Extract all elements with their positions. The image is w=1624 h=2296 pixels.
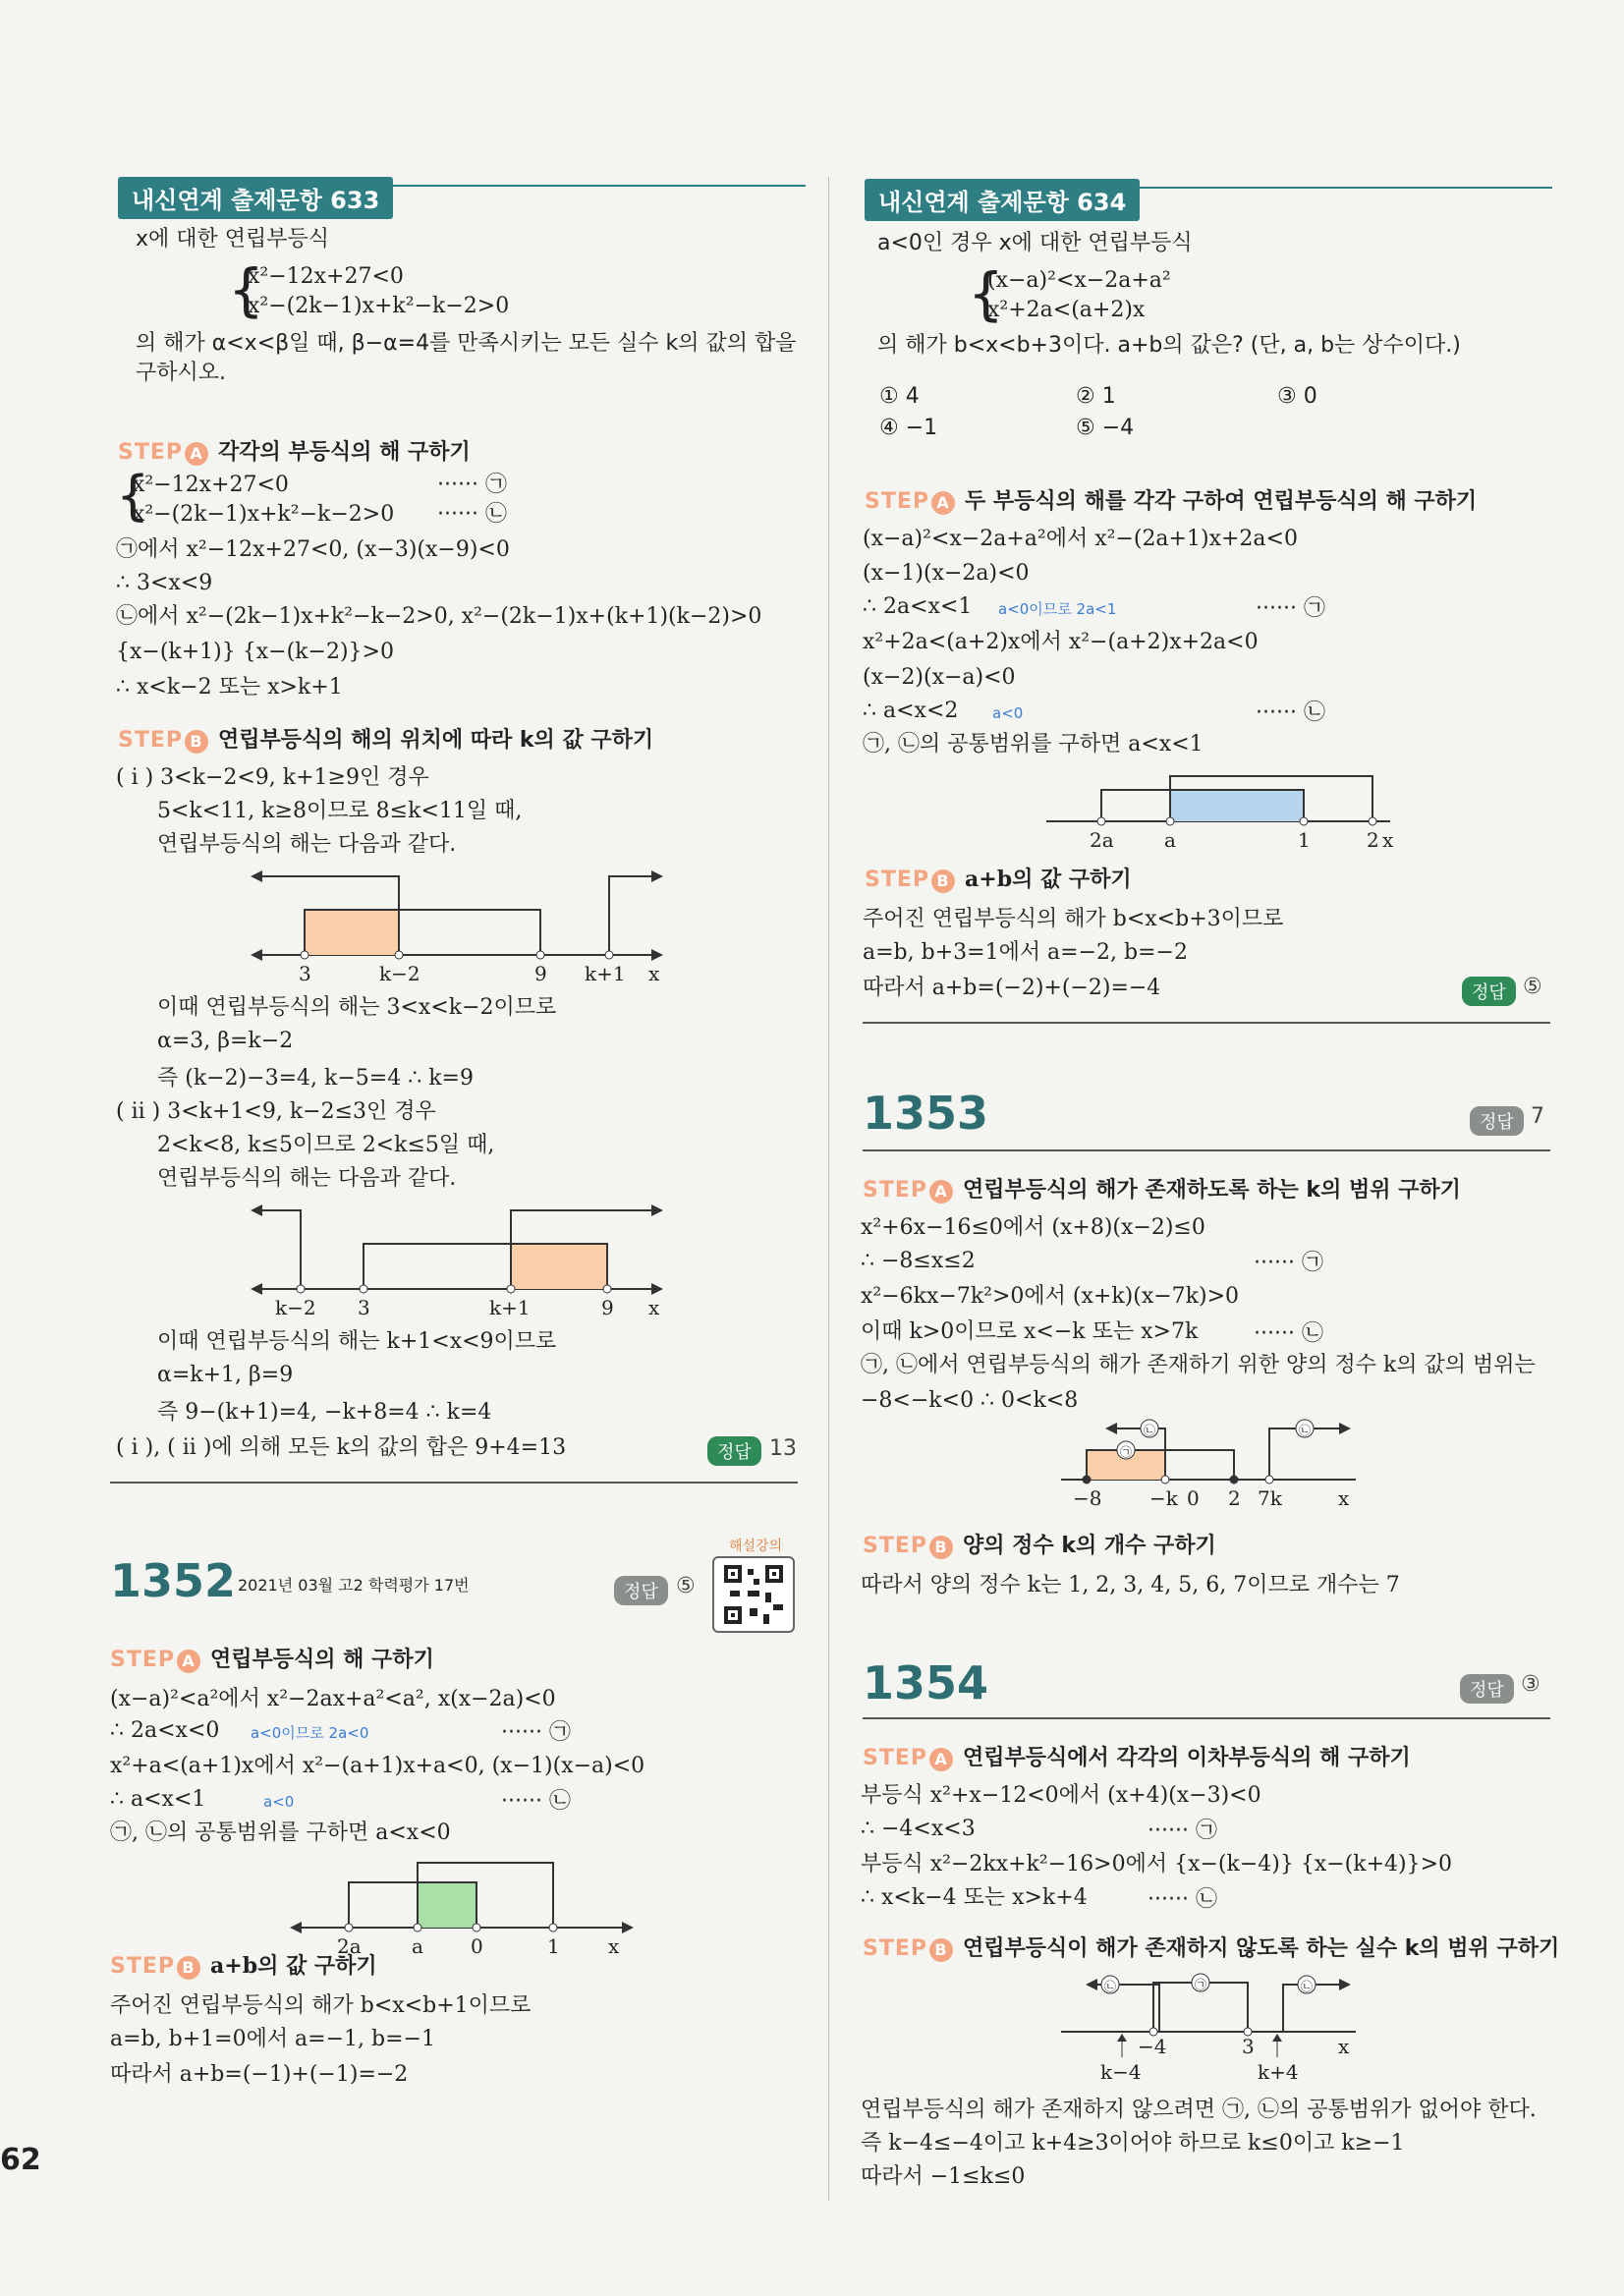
tick-label: x <box>1338 2035 1350 2058</box>
solution-line: ∴ a<x<2 <box>863 699 959 723</box>
solution-line: ∴ x<k−4 또는 x>k+4 <box>861 1885 1088 1910</box>
step-title: 각각의 부등식의 해 구하기 <box>218 440 471 465</box>
solution-line: 따라서 a+b=(−2)+(−2)=−4 <box>863 976 1161 1000</box>
solution-line: 따라서 −1≤k≤0 <box>861 2164 1026 2189</box>
tick-label: k−4 <box>1100 2060 1142 2084</box>
tick-label: k−2 <box>275 1296 316 1319</box>
number-line-diagram <box>1061 1415 1375 1513</box>
step-title: a+b의 값 구하기 <box>965 867 1132 892</box>
step-letter: A <box>929 1748 953 1771</box>
step-letter: B <box>929 1938 953 1962</box>
svg-text:㉠: ㉠ <box>1120 1445 1133 1459</box>
answer-value: 7 <box>1531 1104 1544 1129</box>
solution-line: (x−1)(x−2a)<0 <box>863 561 1030 586</box>
solution-line: x²−(2k−1)x+k²−k−2>0 <box>133 502 395 527</box>
solution-line: ∴ a<x<1 <box>110 1787 206 1812</box>
solution-line: x²+a<(a+1)x에서 x²−(a+1)x+a<0, (x−1)(x−a)<0 <box>110 1754 645 1778</box>
step-letter: A <box>929 1180 953 1204</box>
solution-line: x²+6x−16≤0에서 (x+8)(x−2)≤0 <box>861 1215 1205 1240</box>
system-line-2: x²−(2k−1)x+k²−k−2>0 <box>248 294 510 318</box>
step-b-heading <box>110 1949 377 1980</box>
tick-label: 1 <box>547 1934 560 1958</box>
tick-label: a <box>1164 828 1176 852</box>
system-line-2: x²+2a<(a+2)x <box>987 298 1146 322</box>
section-separator <box>863 1149 1550 1151</box>
section-separator <box>110 1482 798 1484</box>
tag-underline <box>865 187 1552 189</box>
case-line: 2<k<8, k≤5이므로 2<k≤5일 때, <box>157 1133 495 1157</box>
section-separator <box>863 1022 1550 1024</box>
step-letter: B <box>929 1536 953 1559</box>
step-a-heading <box>118 435 471 466</box>
step-label: STEP <box>118 440 184 465</box>
step-title: 두 부등식의 해를 각각 구하여 연립부등식의 해 구하기 <box>965 489 1478 514</box>
solution-line: ∴ −4<x<3 <box>861 1817 976 1841</box>
tick-label: 9 <box>534 962 547 985</box>
solution-line: (x−a)²<x−2a+a²에서 x²−(2a+1)x+2a<0 <box>863 527 1298 551</box>
step-label: STEP <box>865 489 930 514</box>
step-title: 연립부등식에서 각각의 이차부등식의 해 구하기 <box>963 1746 1411 1770</box>
solution-line: x²−6kx−7k²>0에서 (x+k)(x−7k)>0 <box>861 1284 1240 1309</box>
step-label: STEP <box>118 728 184 753</box>
svg-text:㉡: ㉡ <box>1144 1424 1156 1437</box>
problem-intro: a<0인 경우 x에 대한 연립부등식 <box>877 231 1193 255</box>
step-b-heading <box>863 1529 1216 1559</box>
solution-line: x²−12x+27<0 <box>133 473 289 497</box>
tick-label: 7k <box>1258 1486 1282 1510</box>
marker: ······ ㉠ <box>501 1720 571 1745</box>
case-line: 연립부등식의 해는 다음과 같다. <box>157 1166 457 1191</box>
solution-line: ∴ 2a<x<1 <box>863 594 973 619</box>
tick-label: 3 <box>299 962 311 985</box>
answer-value: ⑤ <box>676 1574 696 1598</box>
solution-line: a=b, b+3=1에서 a=−2, b=−2 <box>863 940 1188 965</box>
brace: { <box>228 256 264 323</box>
marker: ······ ㉠ <box>1148 1819 1217 1843</box>
step-letter: A <box>185 442 208 466</box>
svg-text:㉠: ㉠ <box>1195 1978 1207 1991</box>
tick-label: 3 <box>1242 2035 1255 2058</box>
number-line-diagram <box>246 865 678 987</box>
answer-value: ③ <box>1521 1672 1540 1697</box>
problem-condition: 의 해가 α<x<β일 때, β−α=4를 만족시키는 모든 실수 k의 값의 합을 <box>136 331 797 356</box>
system-line-1: x²−12x+27<0 <box>248 264 404 289</box>
case-line: 연립부등식의 해는 다음과 같다. <box>157 832 457 857</box>
tick-label: a <box>412 1934 423 1958</box>
solution-line: ㉠, ㉡의 공통범위를 구하면 a<x<0 <box>110 1820 451 1845</box>
side-note: a<0이므로 2a<0 <box>251 1724 369 1742</box>
step-title: 연립부등식의 해의 위치에 따라 k의 값 구하기 <box>218 728 654 753</box>
step-a-heading <box>863 1741 1411 1771</box>
marker: ······ ㉠ <box>1254 1251 1323 1275</box>
qr-label: 해설강의 <box>729 1539 783 1554</box>
step-b-heading <box>865 863 1132 893</box>
brace: { <box>968 260 1004 327</box>
solution-line: ∴ 3<x<9 <box>116 571 213 595</box>
number-line-diagram <box>1046 766 1400 865</box>
tick-label: 2a <box>337 1934 362 1958</box>
step-title: 양의 정수 k의 개수 구하기 <box>963 1534 1216 1558</box>
choice: ② 1 <box>1076 384 1116 409</box>
solution-line: ∴ x<k−2 또는 x>k+1 <box>116 675 343 700</box>
step-label: STEP <box>865 868 930 892</box>
step-letter: B <box>931 869 955 893</box>
solution-line: (x−a)²<a²에서 x²−2ax+a²<a², x(x−2a)<0 <box>110 1687 556 1711</box>
svg-text:㉡: ㉡ <box>1299 1424 1312 1437</box>
marker: ······ ㉡ <box>1254 1321 1323 1346</box>
marker: ······ ㉠ <box>437 473 507 497</box>
tick-label: x <box>1382 828 1394 852</box>
solution-line: ㉠, ㉡의 공통범위를 구하면 a<x<1 <box>863 732 1204 756</box>
solution-line: 따라서 양의 정수 k는 1, 2, 3, 4, 5, 6, 7이므로 개수는 7 <box>861 1573 1400 1597</box>
solution-line: ㉠에서 x²−12x+27<0, (x−3)(x−9)<0 <box>116 537 510 562</box>
case-line: ( ii ) 3<k+1<9, k−2≤3인 경우 <box>116 1099 436 1124</box>
number-line-diagram <box>246 1199 678 1321</box>
step-label: STEP <box>110 1648 176 1672</box>
marker: ······ ㉡ <box>1256 700 1325 725</box>
system-line-1: (x−a)²<x−2a+a² <box>987 268 1171 293</box>
step-title: 연립부등식의 해 구하기 <box>210 1648 434 1672</box>
tick-label: k+1 <box>489 1296 531 1319</box>
problem-intro: x에 대한 연립부등식 <box>136 227 330 252</box>
answer-badge: 정답 <box>1470 1106 1524 1136</box>
answer-value: 13 <box>769 1436 797 1461</box>
step-label: STEP <box>863 1534 928 1558</box>
svg-text:㉡: ㉡ <box>1104 1980 1117 1993</box>
choice: ⑤ −4 <box>1076 416 1135 440</box>
solution-line: ㉠, ㉡에서 연립부등식의 해가 존재하기 위한 양의 정수 k의 값의 범위는 <box>861 1353 1536 1377</box>
step-label: STEP <box>863 1746 928 1770</box>
step-label: STEP <box>863 1178 928 1203</box>
answer-badge: 정답 <box>1460 1674 1514 1704</box>
case-line: 이때 연립부등식의 해는 3<x<k−2이므로 <box>157 995 557 1020</box>
step-letter: B <box>177 1956 200 1980</box>
problem-tag-634: 내신연계 출제문항 634 <box>865 179 1140 221</box>
choice: ④ −1 <box>879 416 938 440</box>
svg-text:㉡: ㉡ <box>1301 1980 1314 1993</box>
solution-line: −8<−k<0 ∴ 0<k<8 <box>861 1388 1079 1413</box>
step-a-heading <box>110 1643 434 1673</box>
tick-label: −4 <box>1138 2035 1167 2058</box>
step-letter: B <box>185 730 208 754</box>
solution-line: 따라서 a+b=(−1)+(−1)=−2 <box>110 2062 409 2087</box>
tick-label: 3 <box>358 1296 370 1319</box>
brace: { <box>116 465 150 527</box>
tick-label: −8 <box>1073 1486 1102 1510</box>
step-a-heading <box>865 484 1477 515</box>
answer-badge: 정답 <box>707 1436 761 1466</box>
problem-number: 1352 <box>110 1554 237 1607</box>
column-divider <box>828 177 829 2201</box>
side-note: a<0 <box>263 1793 295 1811</box>
tick-label: 2 <box>1367 828 1379 852</box>
step-title: 연립부등식의 해가 존재하도록 하는 k의 범위 구하기 <box>963 1178 1461 1203</box>
case-line: ( i ) 3<k−2<9, k+1≥9인 경우 <box>116 765 429 790</box>
problem-condition-2: 구하시오. <box>136 361 227 385</box>
tick-label: x <box>648 962 660 985</box>
solution-line: ㉡에서 x²−(2k−1)x+k²−k−2>0, x²−(2k−1)x+(k+1)(k−2)>0 <box>116 604 762 629</box>
page-number: 62 <box>0 2143 41 2177</box>
tick-label: 0 <box>1187 1486 1200 1510</box>
marker: ······ ㉠ <box>1256 596 1325 621</box>
problem-source: 2021년 03월 고2 학력평가 17번 <box>238 1576 470 1595</box>
tick-label: 0 <box>471 1934 483 1958</box>
solution-line: ∴ 2a<x<0 <box>110 1718 220 1743</box>
solution-line: (x−2)(x−a)<0 <box>863 665 1016 690</box>
solution-line: 부등식 x²+x−12<0에서 (x+4)(x−3)<0 <box>861 1783 1261 1808</box>
case-line: 즉 (k−2)−3=4, k−5=4 ∴ k=9 <box>157 1066 474 1091</box>
step-a-heading <box>863 1173 1461 1204</box>
solution-line: 이때 k>0이므로 x<−k 또는 x>7k <box>861 1319 1199 1344</box>
tick-label: 2 <box>1228 1486 1241 1510</box>
solution-line: x²+2a<(a+2)x에서 x²−(a+2)x+2a<0 <box>863 630 1259 654</box>
tick-label: 9 <box>601 1296 614 1319</box>
case-line: α=k+1, β=9 <box>157 1363 294 1387</box>
solution-line: 주어진 연립부등식의 해가 b<x<b+3이므로 <box>863 907 1284 931</box>
tick-label: k−2 <box>379 962 420 985</box>
tag-underline <box>118 185 806 187</box>
problem-number: 1353 <box>863 1087 989 1140</box>
step-title: 연립부등식이 해가 존재하지 않도록 하는 실수 k의 범위 구하기 <box>963 1936 1560 1961</box>
solution-line: 부등식 x²−2kx+k²−16>0에서 {x−(k−4)} {x−(k+4)}>0 <box>861 1852 1453 1876</box>
tick-label: k+4 <box>1258 2060 1299 2084</box>
marker: ······ ㉡ <box>437 502 507 527</box>
marker: ······ ㉡ <box>1148 1887 1217 1912</box>
case-line: 5<k<11, k≥8이므로 8≤k<11일 때, <box>157 799 523 823</box>
case-line: α=3, β=k−2 <box>157 1029 294 1053</box>
step-title: a+b의 값 구하기 <box>210 1953 377 1979</box>
problem-tag-633: 내신연계 출제문항 633 <box>118 177 393 219</box>
case-line: 이때 연립부등식의 해는 k+1<x<9이므로 <box>157 1329 557 1354</box>
tick-label: x <box>1338 1486 1350 1510</box>
answer-value: ⑤ <box>1523 975 1542 999</box>
qr-code[interactable] <box>712 1556 795 1633</box>
solution-line: 연립부등식의 해가 존재하지 않으려면 ㉠, ㉡의 공통범위가 없어야 한다. <box>861 2098 1537 2122</box>
case-line: 즉 9−(k+1)=4, −k+8=4 ∴ k=4 <box>157 1400 492 1425</box>
solution-line: a=b, b+1=0에서 a=−1, b=−1 <box>110 2027 435 2051</box>
tick-label: −k <box>1149 1486 1178 1510</box>
tick-label: x <box>648 1296 660 1319</box>
side-note: a<0이므로 2a<1 <box>998 600 1117 618</box>
conclusion-line: ( i ), ( ii )에 의해 모든 k의 값의 합은 9+4=13 <box>116 1435 567 1460</box>
choice: ① 4 <box>879 384 920 409</box>
problem-condition: 의 해가 b<x<b+3이다. a+b의 값은? (단, a, b는 상수이다.) <box>877 333 1461 358</box>
problem-number: 1354 <box>863 1656 989 1709</box>
solution-line: 주어진 연립부등식의 해가 b<x<b+1이므로 <box>110 1993 532 2018</box>
step-letter: A <box>177 1650 200 1673</box>
answer-badge: 정답 <box>614 1576 668 1605</box>
tick-label: 2a <box>1090 828 1114 852</box>
choice: ③ 0 <box>1277 384 1317 409</box>
tick-label: x <box>608 1934 620 1958</box>
marker: ······ ㉡ <box>501 1789 571 1814</box>
solution-line: 즉 k−4≤−4이고 k+4≥3이어야 하므로 k≤0이고 k≥−1 <box>861 2131 1405 2156</box>
tick-label: k+1 <box>585 962 626 985</box>
step-label: STEP <box>863 1936 928 1961</box>
step-b-heading <box>118 723 653 754</box>
solution-line: {x−(k+1)} {x−(k−2)}>0 <box>116 640 394 664</box>
solution-line: ∴ −8≤x≤2 <box>861 1249 976 1273</box>
number-line-diagram <box>1061 1969 1375 2087</box>
section-separator <box>863 1717 1550 1719</box>
answer-badge: 정답 <box>1462 977 1516 1006</box>
tick-label: 1 <box>1298 828 1311 852</box>
step-letter: A <box>931 491 955 515</box>
step-b-heading <box>863 1932 1559 1962</box>
step-label: STEP <box>110 1954 176 1979</box>
side-note: a<0 <box>992 704 1024 722</box>
